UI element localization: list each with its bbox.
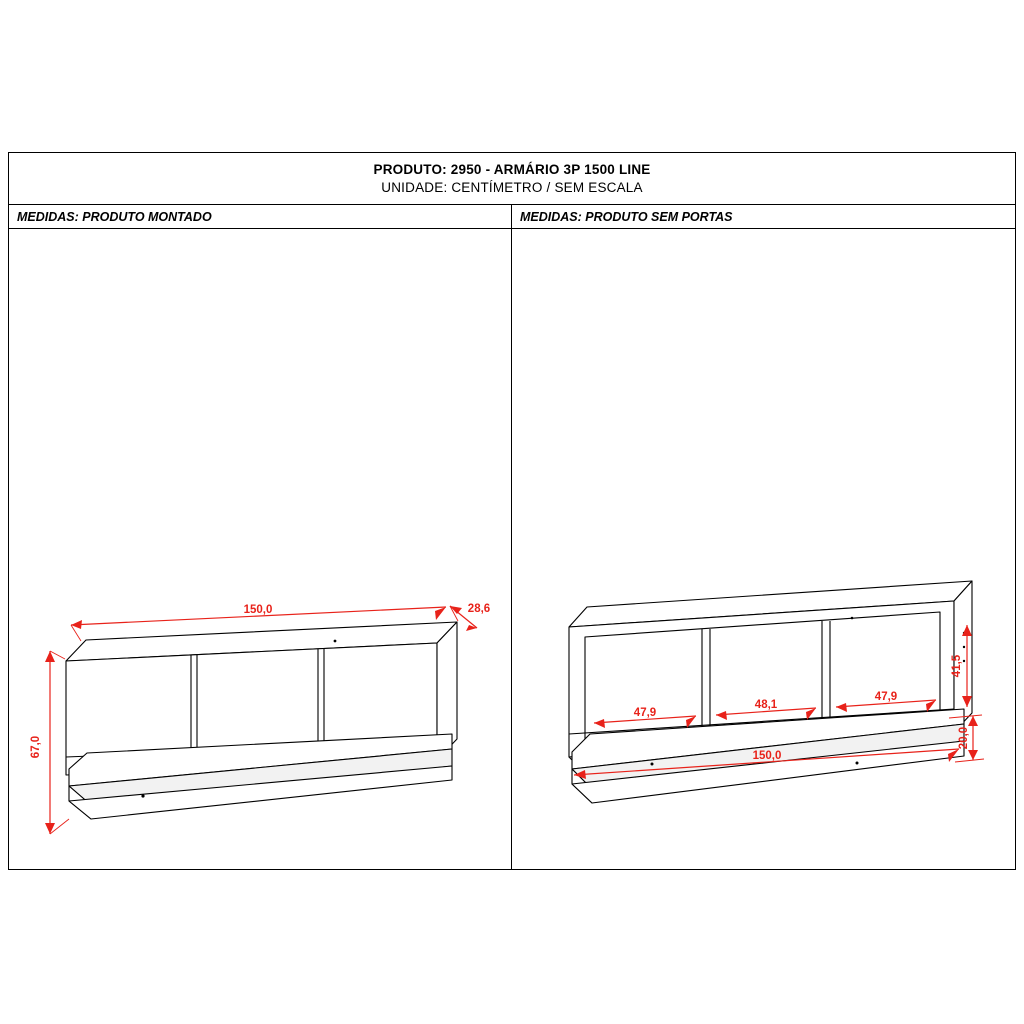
- drawing-no-doors: [512, 229, 1015, 870]
- pane-assembled: [9, 205, 512, 870]
- drawing-assembled: [9, 229, 511, 870]
- dim-total-width: 150,0: [752, 750, 782, 762]
- dim-bay-center: 48,1: [754, 699, 778, 711]
- dim-inner-height: 41,5: [951, 654, 963, 678]
- dim-bay-left: 47,9: [633, 707, 657, 719]
- panes-container: [9, 205, 1015, 870]
- pane-header-no-doors: [512, 205, 1015, 229]
- dim-height-assembled: 67,0: [30, 735, 42, 759]
- unit-subtitle: UNIDADE: CENTÍMETRO / SEM ESCALA: [381, 179, 643, 195]
- product-title: PRODUTO: 2950 - ARMÁRIO 3P 1500 LINE: [373, 161, 651, 177]
- dim-lower-height: 20,0: [958, 726, 970, 750]
- dim-bay-right: 47,9: [874, 691, 898, 703]
- drawing-sheet: [8, 152, 1016, 870]
- title-block: [9, 153, 1015, 205]
- pane-header-assembled: [9, 205, 511, 229]
- dim-depth-assembled: 28,6: [467, 603, 491, 615]
- pane-no-doors: [512, 205, 1015, 870]
- dim-width-assembled: 150,0: [243, 604, 273, 616]
- pane-header-assembled-label: MEDIDAS: PRODUTO MONTADO: [17, 209, 212, 224]
- pane-header-no-doors-label: MEDIDAS: PRODUTO SEM PORTAS: [520, 209, 733, 224]
